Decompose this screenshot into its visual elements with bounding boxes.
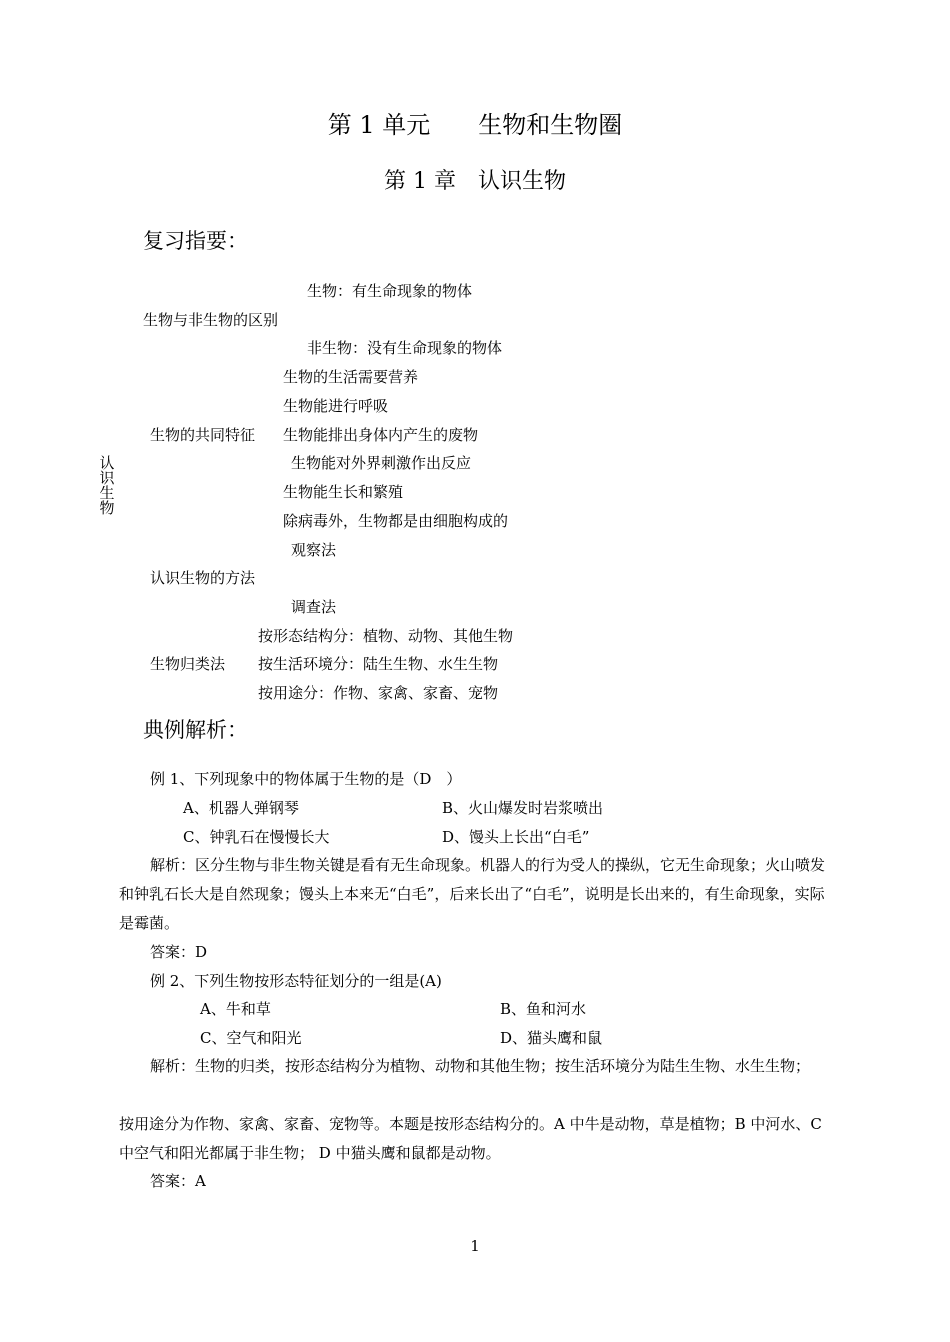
method-item: 观察法: [291, 541, 337, 559]
example-1-option-c: C、钟乳石在慢慢长大: [183, 828, 330, 846]
classify-item: 按形态结构分：植物、动物、其他生物: [258, 627, 514, 645]
method-item: 调查法: [291, 598, 337, 616]
examples-heading: 典例解析：: [143, 718, 248, 742]
example-1-analysis: 解析：区分生物与非生物关键是看有无生命现象。机器人的行为受人的操纵，它无生命现象；火山喷发和钟乳石长大是自然现象；馒头上本来无“白毛”，后来长出了“白毛”，说明是长出来的，有生命现象，实际是霉菌。: [119, 856, 826, 932]
common-item: 生物能排出身体内产生的废物: [283, 426, 479, 444]
example-2-option-a: A、牛和草: [200, 1000, 271, 1018]
example-1-option-a: A、机器人弹钢琴: [183, 799, 299, 817]
classify-item: 按用途分：作物、家禽、家畜、宠物: [258, 684, 499, 702]
side-label: 认识生物: [99, 454, 115, 517]
common-item: 生物的生活需要营养: [283, 368, 419, 386]
example-2-analysis-cont: 按用途分为作物、家禽、家畜、宠物等。本题是按形态结构分的。A 中牛是动物，草是植物；B 中河水、C 中空气和阳光都属于非生物； D 中猫头鹰和鼠都是动物。: [119, 1115, 822, 1162]
classify-item: 按生活环境分：陆生生物、水生生物: [258, 655, 499, 673]
common-item: 生物能对外界刺激作出反应: [291, 454, 472, 472]
diff-label: 生物与非生物的区别: [143, 311, 279, 329]
example-1-option-d: D、馒头上长出“白毛”: [442, 828, 590, 846]
common-item: 除病毒外，生物都是由细胞构成的: [283, 512, 509, 530]
common-label: 生物的共同特征: [150, 426, 256, 444]
chapter-title: 第 1 章 认识生物: [384, 169, 566, 194]
example-2-option-c: C、空气和阳光: [200, 1029, 302, 1047]
example-2-answer: 答案：A: [150, 1172, 206, 1190]
example-1-answer: 答案：D: [150, 943, 208, 961]
example-2-option-d: D、猫头鹰和鼠: [500, 1029, 603, 1047]
common-item: 生物能进行呼吸: [283, 397, 389, 415]
common-item: 生物能生长和繁殖: [283, 483, 404, 501]
unit-title: 第 1 单元 生物和生物圈: [327, 111, 623, 139]
review-heading: 复习指要：: [143, 229, 248, 253]
page-number: 1: [470, 1237, 480, 1255]
diff-nonliving: 非生物：没有生命现象的物体: [307, 339, 503, 357]
example-1-question: 例 1、下列现象中的物体属于生物的是（D ）: [150, 770, 462, 788]
diff-living: 生物：有生命现象的物体: [307, 282, 473, 300]
example-1-option-b: B、火山爆发时岩浆喷出: [442, 799, 604, 817]
classify-label: 生物归类法: [150, 655, 226, 673]
method-label: 认识生物的方法: [150, 569, 256, 587]
example-2-analysis: 解析：生物的归类，按形态结构分为植物、动物和其他生物；按生活环境分为陆生生物、水生生物；: [150, 1057, 811, 1075]
example-2-question: 例 2、下列生物按形态特征划分的一组是(A): [150, 972, 442, 990]
example-2-option-b: B、鱼和河水: [500, 1000, 587, 1018]
